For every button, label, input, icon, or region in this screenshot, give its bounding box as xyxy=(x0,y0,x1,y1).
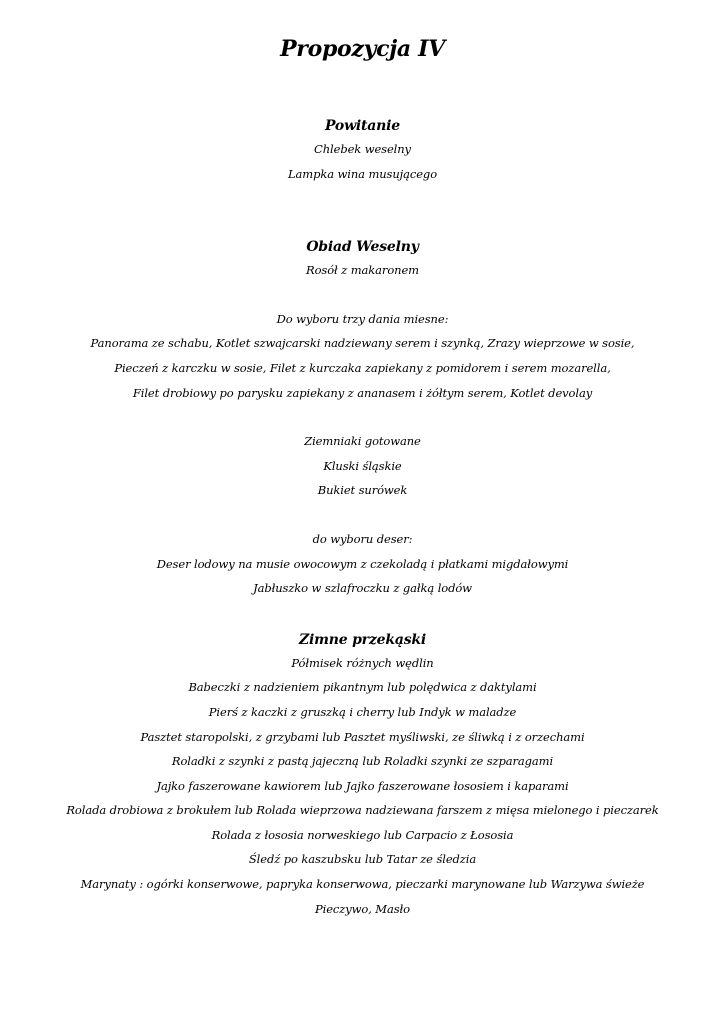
cold-starter-item: Pasztet staropolski, z grzybami lub Pasztet myśliwski, ze śliwką i z orzechami xyxy=(140,729,585,744)
cold-starter-item: Rolada z łososia norweskiego lub Carpacio z Łososia xyxy=(211,827,514,842)
section-zimne-przekaski xyxy=(0,629,725,922)
meat-item: Pieczeń z karczku w sosie, Filet z kurczaka zapiekany z pomidorem i serem mozarella, xyxy=(114,360,611,375)
meat-item: Panorama ze schabu, Kotlet szwajcarski nadziewany serem i szynką, Zrazy wieprzowe w sosie, xyxy=(90,336,635,351)
spacer xyxy=(0,405,725,429)
side-item: Bukiet surówek xyxy=(317,483,408,498)
section-heading-powitanie: Powitanie xyxy=(324,118,400,134)
cold-starter-item: Pierś z kaczki z gruszką i cherry lub Indyk w maladze xyxy=(208,704,517,719)
dessert-choice-intro: do wyboru deser: xyxy=(312,531,413,546)
cold-starter-item: Roladki z szynki z pastą jajeczną lub Roladki szynki ze szparagami xyxy=(171,754,554,769)
meat-choice-intro: Do wyboru trzy dania miesne: xyxy=(276,311,449,326)
menu-item: Chlebek weselny xyxy=(314,142,411,156)
spacer xyxy=(0,503,725,527)
section-obiad-weselny xyxy=(0,236,725,601)
side-item: Ziemniaki gotowane xyxy=(304,434,421,449)
dessert-item: Jabłuszko w szlafroczku z gałką lodów xyxy=(253,581,472,596)
soup-item: Rosół z makaronem xyxy=(306,263,419,278)
cold-starter-item: Śledź po kaszubsku lub Tatar ze śledzia xyxy=(248,852,477,867)
dessert-item: Deser lodowy na musie owocowym z czekoladą i płatkami migdałowymi xyxy=(156,556,569,571)
section-powitanie xyxy=(0,115,725,186)
spacer xyxy=(0,283,725,307)
cold-starter-item: Półmisek różnych wędlin xyxy=(291,655,434,670)
cold-starter-item: Pieczywo, Masło xyxy=(315,901,410,916)
cold-starter-item: Rolada drobiowa z brokułem lub Rolada wieprzowa nadziewana farszem z mięsa mielonego i pieczarek xyxy=(66,803,659,818)
page-title: Propozycja IV xyxy=(280,36,445,62)
meat-item: Filet drobiowy po parysku zapiekany z ananasem i żółtym serem, Kotlet devolay xyxy=(132,385,593,400)
side-item: Kluski śląskie xyxy=(323,458,402,473)
section-heading-obiad: Obiad Weselny xyxy=(306,239,419,256)
cold-starter-item: Jajko faszerowane kawiorem lub Jajko faszerowane łososiem i kaparami xyxy=(156,778,569,793)
section-heading-zimne: Zimne przekąski xyxy=(298,631,426,648)
menu-item: Lampka wina musującego xyxy=(287,166,438,181)
cold-starter-item: Babeczki z nadzieniem pikantnym lub polędwica z daktylami xyxy=(188,680,537,695)
cold-starter-item: Marynaty : ogórki konserwowe, papryka konserwowa, pieczarki marynowane lub Warzywa świeże xyxy=(80,877,645,892)
